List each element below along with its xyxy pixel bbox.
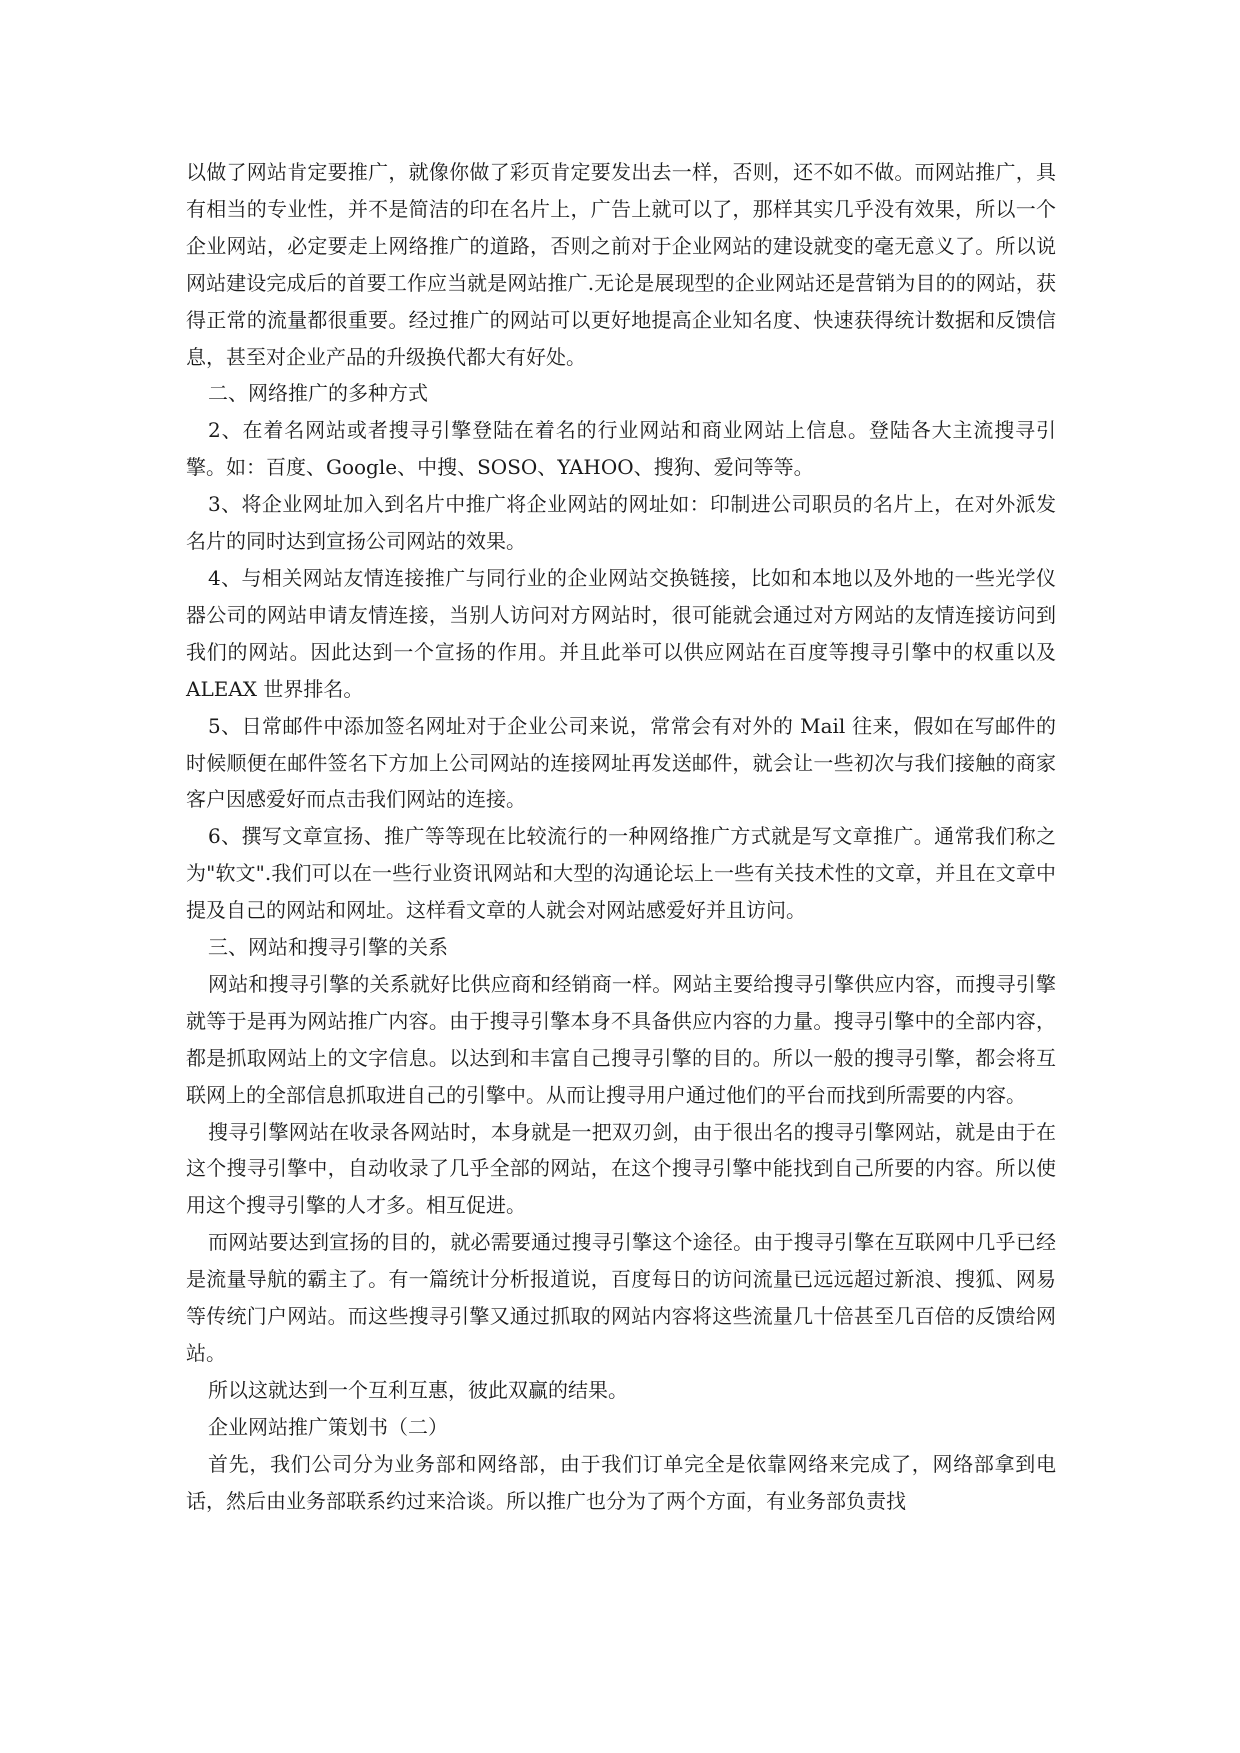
paragraph-item-6: 6、撰写文章宣扬、推广等等现在比较流行的一种网络推广方式就是写文章推广。通常我们称之为"软文".我们可以在一些行业资讯网站和大型的沟通论坛上一些有关技术性的文章，并且在文章中提及自己的网站和网址。这样看文章的人就会对网站感爱好并且访问。 — [186, 824, 1056, 923]
paragraph-conclusion: 所以这就达到一个互利互惠，彼此双赢的结果。 — [208, 1377, 628, 1402]
section-heading-methods: 二、网络推广的多种方式 — [208, 381, 428, 406]
document-subtitle: 企业网站推广策划书（二） — [208, 1414, 448, 1439]
paragraph-item-4: 4、与相关网站友情连接推广与同行业的企业网站交换链接，比如和本地以及外地的一些光学仪器公司的网站申请友情连接，当别人访问对方网站时，很可能就会通过对方网站的友情连接访问到我们的网站。因此达到一个宣扬的作用。并且此举可以供应网站在百度等搜寻引擎中的权重以及 ALEAX 世界排名。 — [186, 565, 1056, 701]
document-page — [186, 154, 1056, 1520]
paragraph-relationship-3: 而网站要达到宣扬的目的，就必需要通过搜寻引擎这个途径。由于搜寻引擎在互联网中几乎已经是流量导航的霸主了。有一篇统计分析报道说，百度每日的访问流量已远远超过新浪、搜狐、网易等传统门户网站。而这些搜寻引擎又通过抓取的网站内容将这些流量几十倍甚至几百倍的反馈给网站。 — [186, 1230, 1056, 1365]
paragraph-relationship-1: 网站和搜寻引擎的关系就好比供应商和经销商一样。网站主要给搜寻引擎供应内容，而搜寻引擎就等于是再为网站推广内容。由于搜寻引擎本身不具备供应内容的力量。搜寻引擎中的全部内容，都是抓取网站上的文字信息。以达到和丰富自己搜寻引擎的目的。所以一般的搜寻引擎，都会将互联网上的全部信息抓取进自己的引擎中。从而让搜寻用户通过他们的平台而找到所需要的内容。 — [186, 971, 1056, 1107]
paragraph-item-2: 2、在着名网站或者搜寻引擎登陆在着名的行业网站和商业网站上信息。登陆各大主流搜寻引擎。如：百度、Google、中搜、SOSO、YAHOO、搜狗、爱问等等。 — [186, 418, 1056, 480]
paragraph-relationship-2: 搜寻引擎网站在收录各网站时，本身就是一把双刃剑，由于很出名的搜寻引擎网站，就是由于在这个搜寻引擎中，自动收录了几乎全部的网站，在这个搜寻引擎中能找到自己所要的内容。所以使用这个搜寻引擎的人才多。相互促进。 — [186, 1119, 1056, 1218]
paragraph-intro: 以做了网站肯定要推广，就像你做了彩页肯定要发出去一样，否则，还不如不做。而网站推广，具有相当的专业性，并不是简洁的印在名片上，广告上就可以了，那样其实几乎没有效果，所以一个企业网站，必定要走上网络推广的道路，否则之前对于企业网站的建设就变的毫无意义了。所以说网站建设完成后的首要工作应当就是网站推广.无论是展现型的企业网站还是营销为目的的网站，获得正常的流量都很重要。经过推广的网站可以更好地提高企业知名度、快速获得统计数据和反馈信息，甚至对企业产品的升级换代都大有好处。 — [186, 160, 1056, 369]
paragraph-item-3: 3、将企业网址加入到名片中推广将企业网站的网址如：印制进公司职员的名片上，在对外派发名片的同时达到宣扬公司网站的效果。 — [186, 492, 1056, 554]
section-heading-relationship: 三、网站和搜寻引擎的关系 — [208, 935, 448, 960]
paragraph-part-two-start: 首先，我们公司分为业务部和网络部，由于我们订单完全是依靠网络来完成了，网络部拿到电话，然后由业务部联系约过来洽谈。所以推广也分为了两个方面，有业务部负责找 — [186, 1451, 1056, 1513]
paragraph-item-5: 5、日常邮件中添加签名网址对于企业公司来说，常常会有对外的 Mail 往来，假如在写邮件的时候顺便在邮件签名下方加上公司网站的连接网址再发送邮件，就会让一些初次与我们接触的商家客户因感爱好而点击我们网站的连接。 — [186, 713, 1056, 812]
